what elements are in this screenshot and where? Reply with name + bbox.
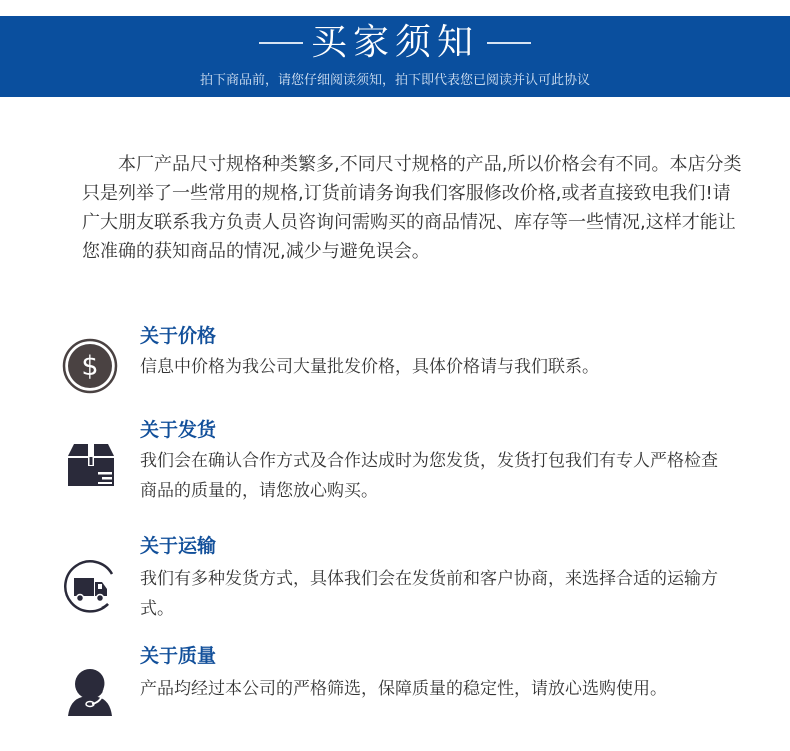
section-title: 关于价格 [140, 325, 217, 347]
intro-paragraph: 本厂产品尺寸规格种类繁多,不同尺寸规格的产品,所以价格会有不同。本店分类只是列举了一些常用的规格,订货前请务询我们客服修改价格,或者直接致电我们!请广大朋友联系我方负责人员咨询问需购买的商品情况、库存等一些情况,这样才能让您准确的获知商品的情况,减少与避免误会。 [82, 154, 742, 262]
package-box-icon [64, 440, 118, 488]
section-body: 产品均经过本公司的严格筛选，保障质量的稳定性，请放心选购使用。 [140, 679, 667, 699]
customer-service-headset-icon [62, 664, 118, 720]
section-title: 关于发货 [140, 419, 217, 441]
intro-paragraph-block [82, 150, 742, 266]
section-title: 关于运输 [140, 535, 217, 557]
page-title: 买家须知 [310, 22, 479, 63]
right-dash-divider [487, 42, 531, 44]
left-dash-divider [259, 42, 303, 44]
dollar-circle-icon [62, 338, 118, 394]
section-body: 我们会在确认合作方式及合作达成时为您发货，发货打包我们有专人严格检查商品的质量的，请您放心购买。 [140, 451, 718, 501]
banner-title-row [0, 20, 790, 66]
banner-subtitle: 拍下商品前，请您仔细阅读须知，拍下即代表您已阅读并认可此协议 [199, 73, 590, 88]
svg-text:$: $ [81, 351, 99, 382]
section-title: 关于质量 [140, 645, 217, 667]
section-body: 信息中价格为我公司大量批发价格，具体价格请与我们联系。 [140, 357, 599, 377]
delivery-truck-icon [62, 560, 118, 616]
header-banner [0, 16, 790, 97]
section-body: 我们有多种发货方式，具体我们会在发货前和客户协商，来选择合适的运输方式。 [140, 569, 718, 619]
